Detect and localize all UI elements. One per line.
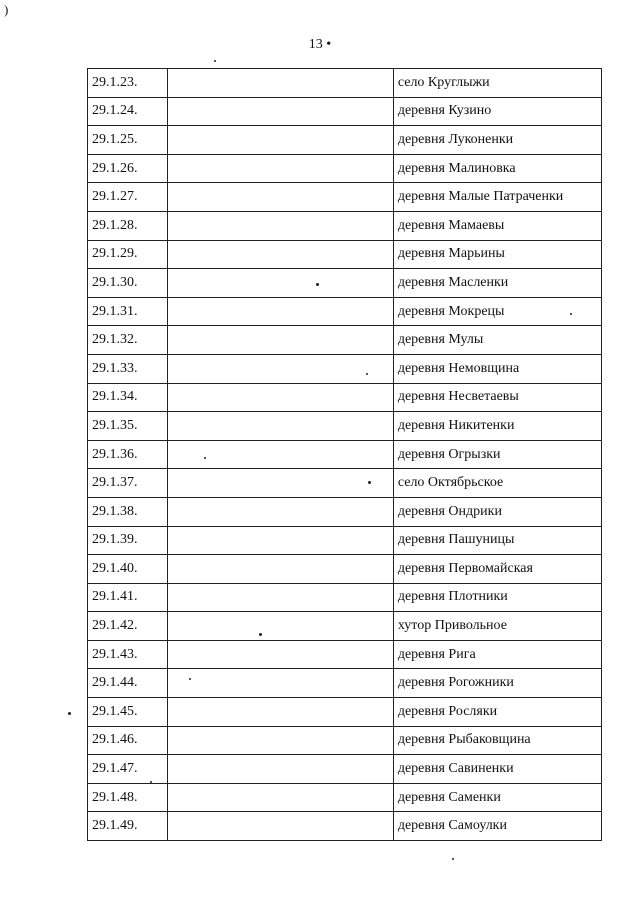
row-empty-cell xyxy=(168,69,394,98)
table-row xyxy=(88,154,602,183)
table-row xyxy=(88,555,602,584)
page-number-dot: • xyxy=(326,37,332,52)
table-row xyxy=(88,383,602,412)
row-number-cell: 29.1.46. xyxy=(88,726,168,755)
row-empty-cell xyxy=(168,126,394,155)
row-empty-cell xyxy=(168,669,394,698)
row-empty-cell xyxy=(168,526,394,555)
table-row xyxy=(88,583,602,612)
scan-speck xyxy=(189,678,191,680)
row-number-cell: 29.1.45. xyxy=(88,698,168,727)
row-empty-cell xyxy=(168,812,394,841)
table-row xyxy=(88,97,602,126)
settlements-table xyxy=(87,68,602,841)
table-row xyxy=(88,469,602,498)
scan-speck xyxy=(150,781,152,783)
row-settlement-cell: деревня Первомайская xyxy=(393,555,601,584)
row-number-cell: 29.1.35. xyxy=(88,412,168,441)
table-row xyxy=(88,69,602,98)
row-settlement-cell: деревня Масленки xyxy=(393,269,601,298)
row-empty-cell xyxy=(168,354,394,383)
table-row xyxy=(88,269,602,298)
scan-speck xyxy=(368,481,371,484)
table-row xyxy=(88,412,602,441)
table-row xyxy=(88,240,602,269)
row-number-cell: 29.1.23. xyxy=(88,69,168,98)
row-settlement-cell: деревня Савиненки xyxy=(393,755,601,784)
row-settlement-cell: деревня Рогожники xyxy=(393,669,601,698)
row-empty-cell xyxy=(168,755,394,784)
scan-speck xyxy=(316,283,319,286)
row-settlement-cell: деревня Рыбаковщина xyxy=(393,726,601,755)
row-settlement-cell: деревня Ондрики xyxy=(393,497,601,526)
row-settlement-cell: деревня Немовщина xyxy=(393,354,601,383)
margin-mark: ) xyxy=(4,2,9,17)
row-settlement-cell: деревня Пашуницы xyxy=(393,526,601,555)
row-settlement-cell: село Октябрьское xyxy=(393,469,601,498)
row-empty-cell xyxy=(168,183,394,212)
table-row xyxy=(88,755,602,784)
table-row xyxy=(88,326,602,355)
row-number-cell: 29.1.44. xyxy=(88,669,168,698)
row-number-cell: 29.1.24. xyxy=(88,97,168,126)
scan-speck xyxy=(68,712,71,715)
table-row xyxy=(88,497,602,526)
row-settlement-cell: хутор Привольное xyxy=(393,612,601,641)
row-settlement-cell: деревня Рига xyxy=(393,640,601,669)
row-number-cell: 29.1.38. xyxy=(88,497,168,526)
row-number-cell: 29.1.42. xyxy=(88,612,168,641)
table-row xyxy=(88,640,602,669)
row-number-cell: 29.1.27. xyxy=(88,183,168,212)
table-row xyxy=(88,354,602,383)
row-settlement-cell: деревня Огрызки xyxy=(393,440,601,469)
table-row xyxy=(88,526,602,555)
row-number-cell: 29.1.31. xyxy=(88,297,168,326)
row-number-cell: 29.1.40. xyxy=(88,555,168,584)
row-settlement-cell: деревня Никитенки xyxy=(393,412,601,441)
scan-speck xyxy=(570,313,572,315)
row-settlement-cell: деревня Мамаевы xyxy=(393,211,601,240)
row-empty-cell xyxy=(168,497,394,526)
row-empty-cell xyxy=(168,326,394,355)
table-body xyxy=(88,69,602,841)
table-row xyxy=(88,126,602,155)
row-empty-cell xyxy=(168,612,394,641)
row-number-cell: 29.1.29. xyxy=(88,240,168,269)
row-settlement-cell: деревня Мокрецы xyxy=(393,297,601,326)
row-settlement-cell: деревня Луконенки xyxy=(393,126,601,155)
row-empty-cell xyxy=(168,469,394,498)
row-number-cell: 29.1.48. xyxy=(88,783,168,812)
row-number-cell: 29.1.34. xyxy=(88,383,168,412)
row-settlement-cell: деревня Несветаевы xyxy=(393,383,601,412)
row-empty-cell xyxy=(168,211,394,240)
row-empty-cell xyxy=(168,412,394,441)
row-empty-cell xyxy=(168,698,394,727)
row-settlement-cell: деревня Малиновка xyxy=(393,154,601,183)
row-settlement-cell: деревня Мулы xyxy=(393,326,601,355)
row-settlement-cell: деревня Саменки xyxy=(393,783,601,812)
row-empty-cell xyxy=(168,726,394,755)
row-settlement-cell: деревня Росляки xyxy=(393,698,601,727)
table-row xyxy=(88,211,602,240)
row-settlement-cell: деревня Самоулки xyxy=(393,812,601,841)
table-row xyxy=(88,698,602,727)
row-empty-cell xyxy=(168,783,394,812)
row-number-cell: 29.1.26. xyxy=(88,154,168,183)
row-number-cell: 29.1.28. xyxy=(88,211,168,240)
row-number-cell: 29.1.47. xyxy=(88,755,168,784)
table-row xyxy=(88,669,602,698)
row-settlement-cell: деревня Кузино xyxy=(393,97,601,126)
table-row xyxy=(88,812,602,841)
row-empty-cell xyxy=(168,240,394,269)
row-number-cell: 29.1.41. xyxy=(88,583,168,612)
row-number-cell: 29.1.33. xyxy=(88,354,168,383)
row-number-cell: 29.1.49. xyxy=(88,812,168,841)
table-row xyxy=(88,726,602,755)
row-empty-cell xyxy=(168,440,394,469)
table-row xyxy=(88,440,602,469)
row-settlement-cell: село Круглыжи xyxy=(393,69,601,98)
row-settlement-cell: деревня Малые Патраченки xyxy=(393,183,601,212)
table-row xyxy=(88,183,602,212)
row-number-cell: 29.1.36. xyxy=(88,440,168,469)
scan-speck xyxy=(204,457,206,459)
row-empty-cell xyxy=(168,555,394,584)
row-empty-cell xyxy=(168,97,394,126)
row-number-cell: 29.1.25. xyxy=(88,126,168,155)
row-empty-cell xyxy=(168,640,394,669)
row-number-cell: 29.1.30. xyxy=(88,269,168,298)
row-settlement-cell: деревня Плотники xyxy=(393,583,601,612)
page-number xyxy=(0,37,640,53)
row-number-cell: 29.1.37. xyxy=(88,469,168,498)
scan-speck xyxy=(214,60,216,62)
table-row xyxy=(88,783,602,812)
row-empty-cell xyxy=(168,154,394,183)
row-empty-cell xyxy=(168,383,394,412)
row-settlement-cell: деревня Марьины xyxy=(393,240,601,269)
row-number-cell: 29.1.43. xyxy=(88,640,168,669)
row-empty-cell xyxy=(168,297,394,326)
row-number-cell: 29.1.39. xyxy=(88,526,168,555)
scan-speck xyxy=(366,373,368,375)
page-number-text: 13 xyxy=(308,37,323,52)
row-empty-cell xyxy=(168,583,394,612)
table-row xyxy=(88,612,602,641)
scan-speck xyxy=(452,858,454,860)
row-number-cell: 29.1.32. xyxy=(88,326,168,355)
scan-speck xyxy=(259,633,262,636)
table-row xyxy=(88,297,602,326)
row-empty-cell xyxy=(168,269,394,298)
